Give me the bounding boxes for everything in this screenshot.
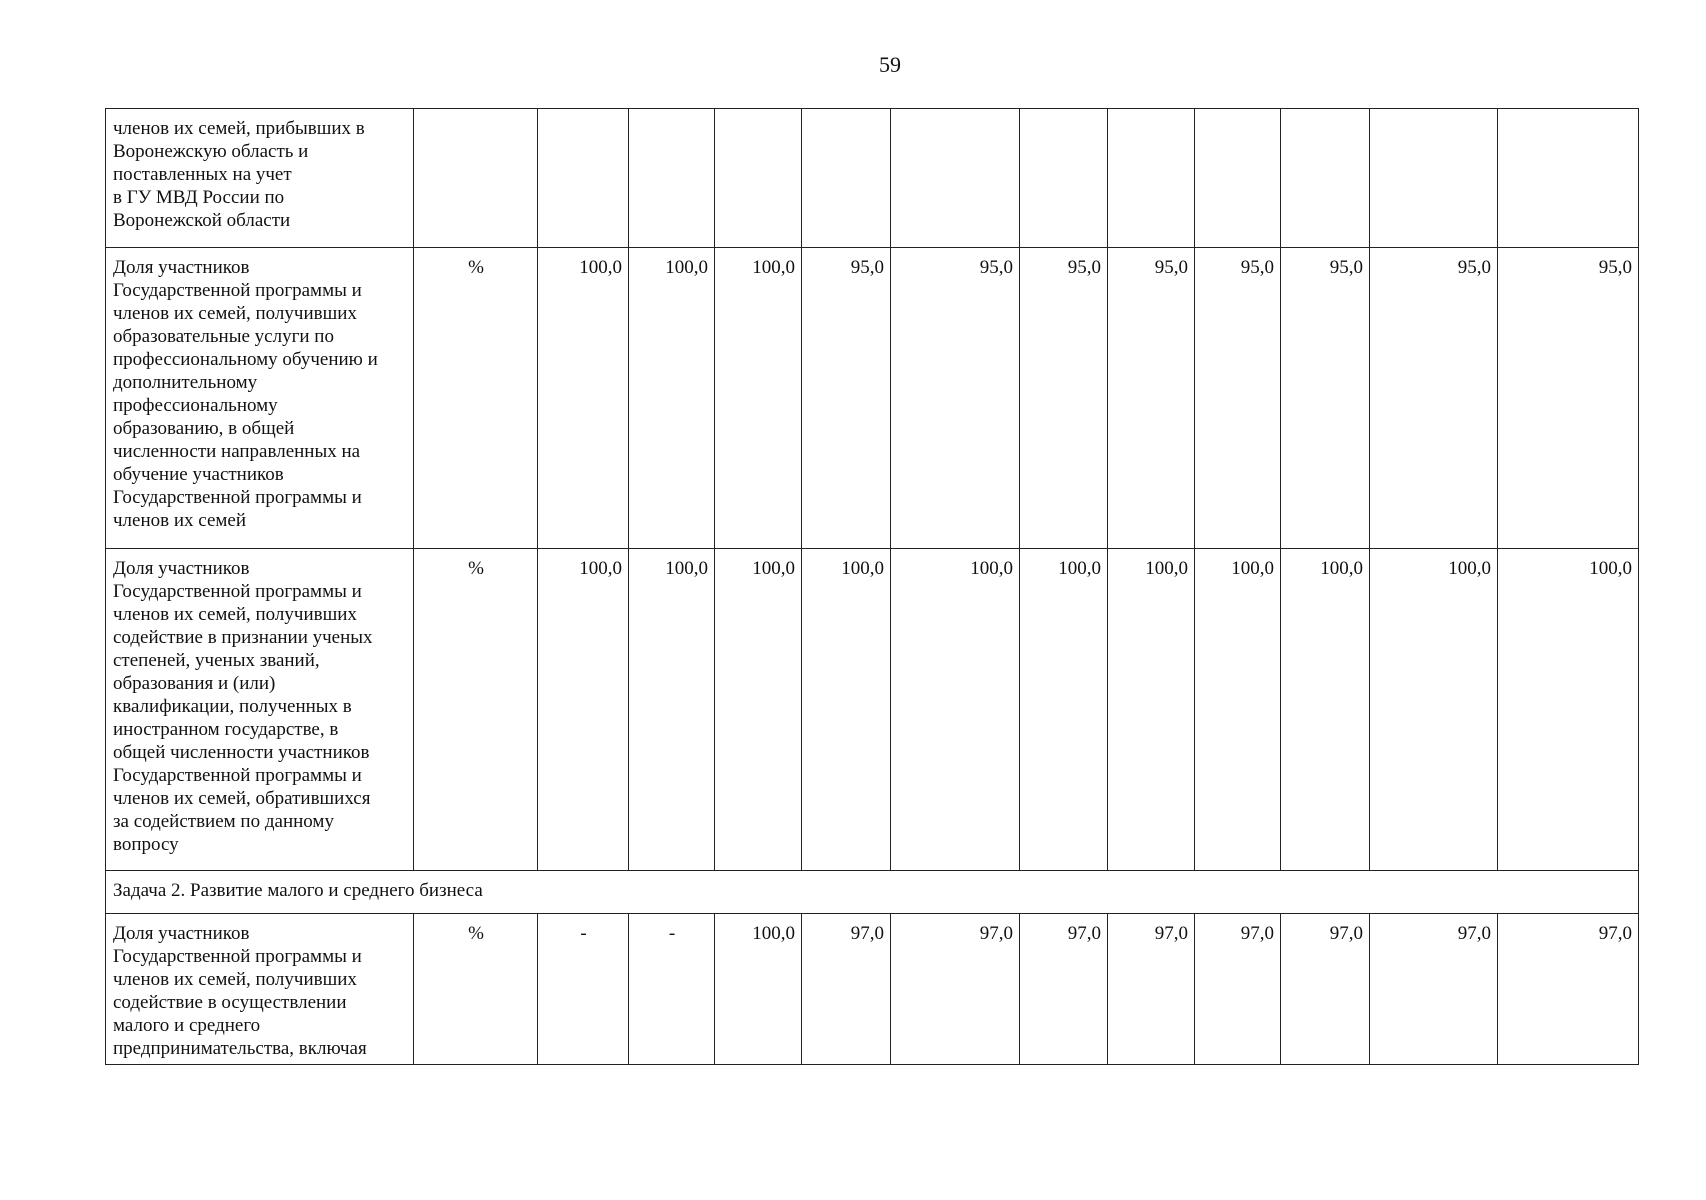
indicators-table: [105, 108, 1639, 1065]
table-row: [106, 914, 1639, 1065]
description-line: членов их семей, прибывших в: [113, 118, 365, 139]
empty-cell: [1195, 109, 1281, 248]
description-line: предпринимательства, включая: [113, 1038, 367, 1059]
value-cell: 95,0: [1195, 248, 1281, 549]
description-line: Доля участников: [113, 257, 250, 278]
description-line: Воронежскую область и: [113, 141, 309, 162]
value-cell: 97,0: [1281, 914, 1370, 1065]
value-cell: 97,0: [1020, 914, 1108, 1065]
value-cell: 97,0: [802, 914, 891, 1065]
value-cell: 100,0: [538, 549, 629, 871]
value-cell: 95,0: [802, 248, 891, 549]
value-cell: 97,0: [1498, 914, 1639, 1065]
task-heading: Задача 2. Развитие малого и среднего бизнеса: [106, 871, 1639, 914]
value-cell: 97,0: [1108, 914, 1195, 1065]
description-line: членов их семей: [113, 510, 246, 531]
value-cell: 100,0: [1195, 549, 1281, 871]
value-cell: 97,0: [1195, 914, 1281, 1065]
value-cell: 100,0: [715, 248, 802, 549]
indicator-description: [106, 549, 414, 871]
description-line: Воронежской области: [113, 210, 291, 231]
value-cell: 100,0: [802, 549, 891, 871]
description-line: Государственной программы и: [113, 487, 362, 508]
value-cell: 95,0: [1370, 248, 1498, 549]
description-line: за содействием по данному: [113, 811, 334, 832]
indicator-description: [106, 109, 414, 248]
value-cell: 95,0: [1108, 248, 1195, 549]
description-line: Государственной программы и: [113, 581, 362, 602]
value-cell: 100,0: [891, 549, 1020, 871]
value-cell: -: [538, 914, 629, 1065]
description-line: поставленных на учет: [113, 164, 292, 185]
description-line: содействие в осуществлении: [113, 992, 347, 1013]
page-number: 59: [879, 52, 901, 77]
empty-cell: [891, 109, 1020, 248]
empty-cell: [1108, 109, 1195, 248]
description-line: профессиональному обучению и: [113, 349, 378, 370]
description-line: Государственной программы и: [113, 946, 362, 967]
unit-cell: %: [414, 248, 538, 549]
value-cell: 95,0: [1020, 248, 1108, 549]
value-cell: 97,0: [891, 914, 1020, 1065]
indicator-description: [106, 248, 414, 549]
table-row: [106, 248, 1639, 549]
value-cell: 95,0: [891, 248, 1020, 549]
description-line: образованию, в общей: [113, 418, 295, 439]
empty-cell: [1370, 109, 1498, 248]
indicator-description: [106, 914, 414, 1065]
description-line: членов их семей, получивших: [113, 969, 357, 990]
description-line: образовательные услуги по: [113, 326, 334, 347]
value-cell: 100,0: [715, 914, 802, 1065]
description-line: Доля участников: [113, 558, 250, 579]
empty-cell: [538, 109, 629, 248]
value-cell: 100,0: [1281, 549, 1370, 871]
empty-cell: [715, 109, 802, 248]
value-cell: 100,0: [538, 248, 629, 549]
value-cell: 100,0: [1370, 549, 1498, 871]
value-cell: 100,0: [629, 248, 715, 549]
description-line: в ГУ МВД России по: [113, 187, 285, 208]
description-line: профессиональному: [113, 395, 278, 416]
description-line: Государственной программы и: [113, 280, 362, 301]
value-cell: 97,0: [1370, 914, 1498, 1065]
value-cell: 100,0: [1108, 549, 1195, 871]
description-line: степеней, ученых званий,: [113, 650, 320, 671]
task-heading-row: [106, 871, 1639, 914]
description-line: квалификации, полученных в: [113, 696, 352, 717]
description-line: членов их семей, получивших: [113, 303, 357, 324]
unit-cell: %: [414, 549, 538, 871]
empty-cell: [414, 109, 538, 248]
description-line: членов их семей, получивших: [113, 604, 357, 625]
description-line: образования и (или): [113, 673, 276, 694]
value-cell: 100,0: [1498, 549, 1639, 871]
description-line: численности направленных на: [113, 441, 361, 462]
description-line: обучение участников: [113, 464, 284, 485]
value-cell: 100,0: [715, 549, 802, 871]
empty-cell: [1281, 109, 1370, 248]
table-row-continuation: [106, 109, 1639, 248]
value-cell: 95,0: [1281, 248, 1370, 549]
description-line: иностранном государстве, в: [113, 719, 339, 740]
empty-cell: [629, 109, 715, 248]
description-line: дополнительному: [113, 372, 258, 393]
empty-cell: [1020, 109, 1108, 248]
value-cell: 100,0: [629, 549, 715, 871]
value-cell: 95,0: [1498, 248, 1639, 549]
description-line: общей численности участников: [113, 742, 370, 763]
description-line: вопросу: [113, 834, 179, 855]
description-line: членов их семей, обратившихся: [113, 788, 371, 809]
description-line: малого и среднего: [113, 1015, 261, 1036]
description-line: Доля участников: [113, 923, 250, 944]
description-line: содействие в признании ученых: [113, 627, 373, 648]
description-line: Государственной программы и: [113, 765, 362, 786]
empty-cell: [1498, 109, 1639, 248]
table-row: [106, 549, 1639, 871]
unit-cell: %: [414, 914, 538, 1065]
value-cell: -: [629, 914, 715, 1065]
value-cell: 100,0: [1020, 549, 1108, 871]
empty-cell: [802, 109, 891, 248]
